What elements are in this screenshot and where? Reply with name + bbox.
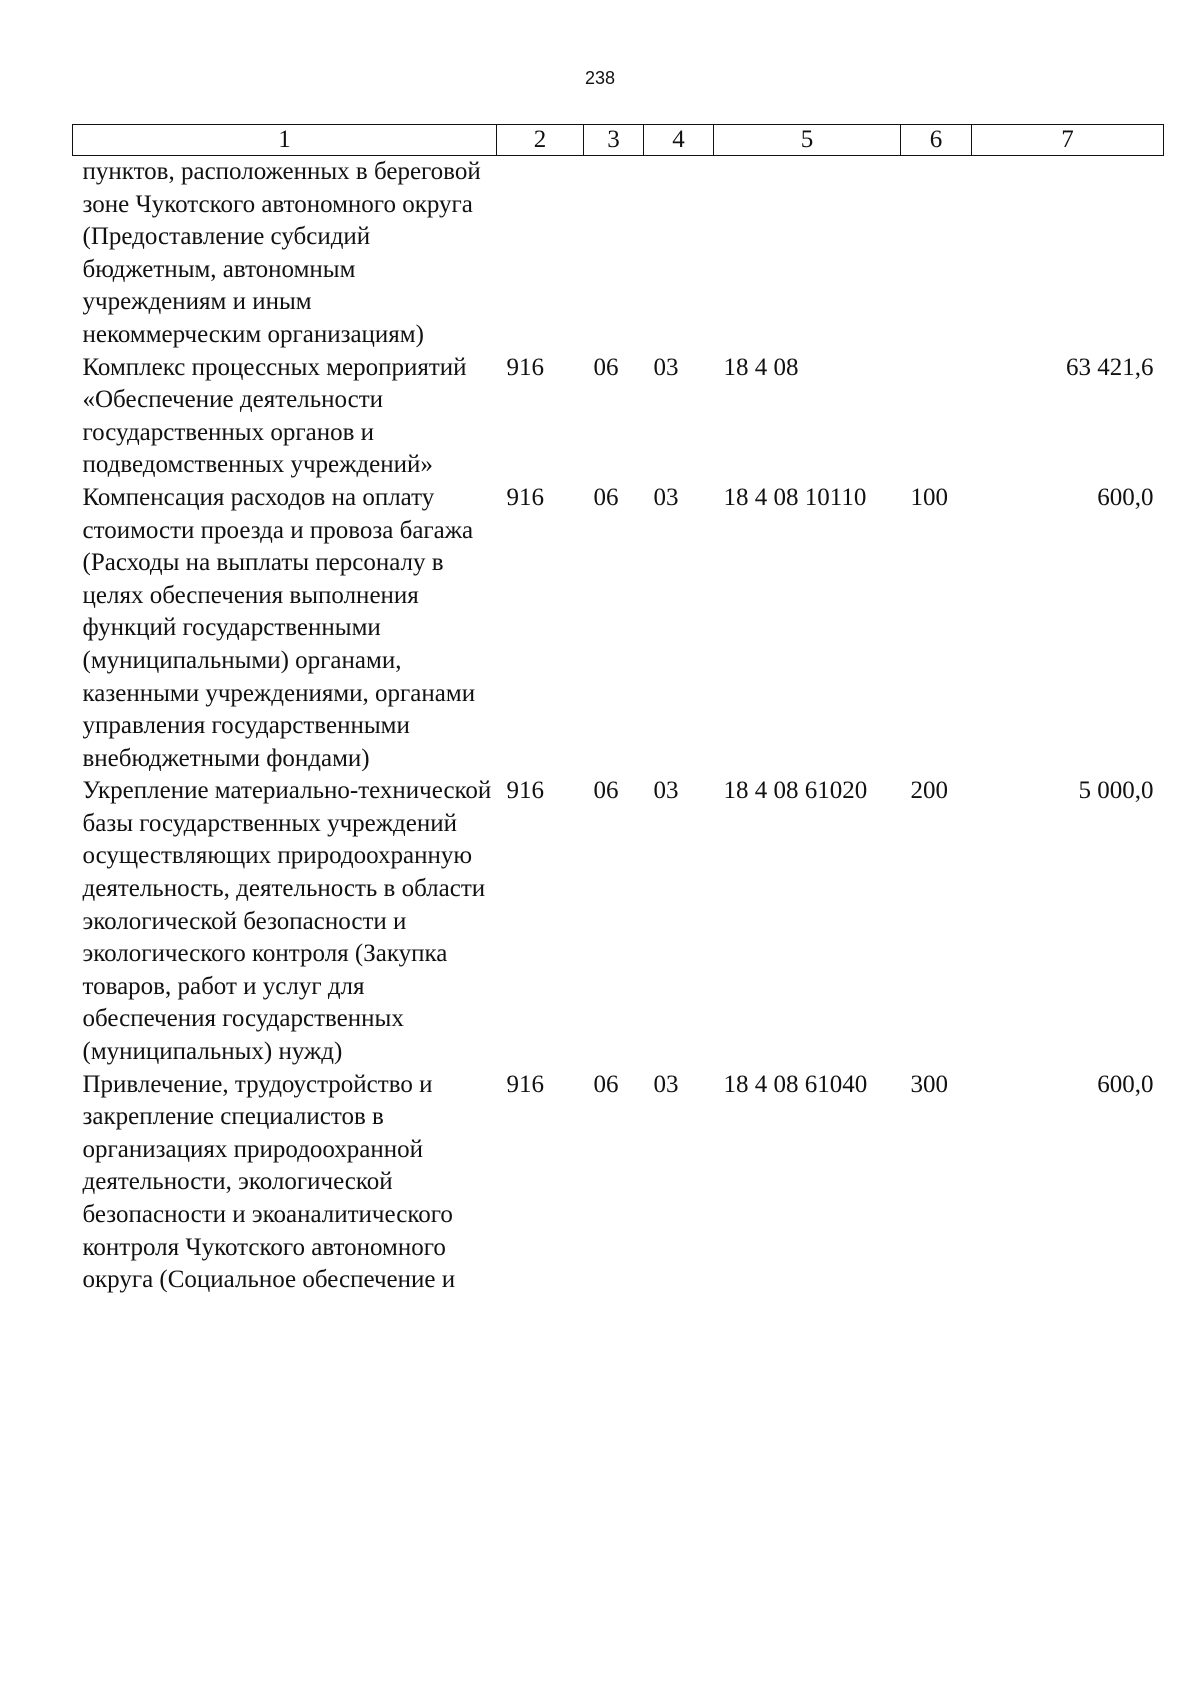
header-col-3: 3 — [584, 125, 644, 156]
row-expense-type: 200 — [910, 777, 948, 805]
row-subsection: 03 — [653, 353, 679, 381]
row-amount: 600,0 — [1097, 1070, 1154, 1098]
row-target-article: 18 4 08 61020 — [723, 777, 868, 805]
row-target-article — [714, 156, 901, 352]
budget-table-container — [72, 124, 1163, 1297]
header-col-5: 5 — [714, 125, 901, 156]
row-name: Компенсация расходов на оплату стоимости проезда и провоза багажа (Расходы на выплаты персоналу в целях обеспечения выполнения функций государственными (муниципальными) органами, казенными учреждениями, органами управления государственными внебюджетными фондами) — [82, 483, 476, 772]
row-section — [584, 156, 644, 352]
row-name: Укрепление материально-технической базы государственных учреждений осуществляющих природоохранную деятельность, деятельность в области экологической безопасности и экологического контроля (Закупка товаров, работ и услуг для обеспечения государственных (муниципальных) нужд) — [82, 777, 492, 1066]
table-row — [73, 1069, 1164, 1297]
table-body — [73, 156, 1164, 1297]
table-row — [73, 156, 1164, 352]
row-subsection: 03 — [653, 777, 679, 805]
row-expense-type — [901, 352, 972, 482]
budget-table — [72, 124, 1164, 1297]
header-col-6: 6 — [901, 125, 972, 156]
header-row — [73, 125, 1164, 156]
row-subsection: 03 — [653, 483, 679, 511]
row-expense-type — [901, 156, 972, 352]
row-amount: 63 421,6 — [1066, 353, 1154, 381]
row-ministry-code: 916 — [506, 777, 544, 805]
row-section: 06 — [593, 1070, 619, 1098]
header-col-2: 2 — [497, 125, 584, 156]
row-target-article: 18 4 08 — [723, 353, 799, 381]
row-target-article: 18 4 08 61040 — [723, 1070, 868, 1098]
row-ministry-code: 916 — [506, 1070, 544, 1098]
row-amount: 5 000,0 — [1078, 777, 1154, 805]
row-expense-type: 300 — [910, 1070, 948, 1098]
table-row — [73, 352, 1164, 482]
row-target-article: 18 4 08 10110 — [723, 483, 867, 511]
row-ministry-code: 916 — [506, 353, 544, 381]
row-section: 06 — [593, 777, 619, 805]
row-ministry-code — [497, 156, 584, 352]
header-col-7: 7 — [972, 125, 1164, 156]
row-section: 06 — [593, 353, 619, 381]
header-col-4: 4 — [644, 125, 714, 156]
row-name: Привлечение, трудоустройство и закрепление специалистов в организациях природоохранной деятельности, экологической безопасности и экоаналитического контроля Чукотского автономного округа (Социальное обеспечение и — [82, 1070, 456, 1294]
row-ministry-code: 916 — [506, 483, 544, 511]
row-subsection — [644, 156, 714, 352]
table-row — [73, 775, 1164, 1068]
row-amount — [972, 156, 1164, 352]
table-row — [73, 482, 1164, 775]
table-header — [73, 125, 1164, 156]
row-subsection: 03 — [653, 1070, 679, 1098]
header-col-1: 1 — [73, 125, 497, 156]
row-name: Комплекс процессных мероприятий «Обеспечение деятельности государственных органов и подведомственных учреждений» — [82, 353, 467, 479]
row-amount: 600,0 — [1097, 483, 1154, 511]
row-name: пунктов, расположенных в береговой зоне Чукотского автономного округа (Предоставление субсидий бюджетным, автономным учреждениям и иным некоммерческим организациям) — [82, 158, 481, 348]
row-section: 06 — [593, 483, 619, 511]
page-number: 238 — [584, 68, 616, 88]
row-expense-type: 100 — [910, 483, 948, 511]
